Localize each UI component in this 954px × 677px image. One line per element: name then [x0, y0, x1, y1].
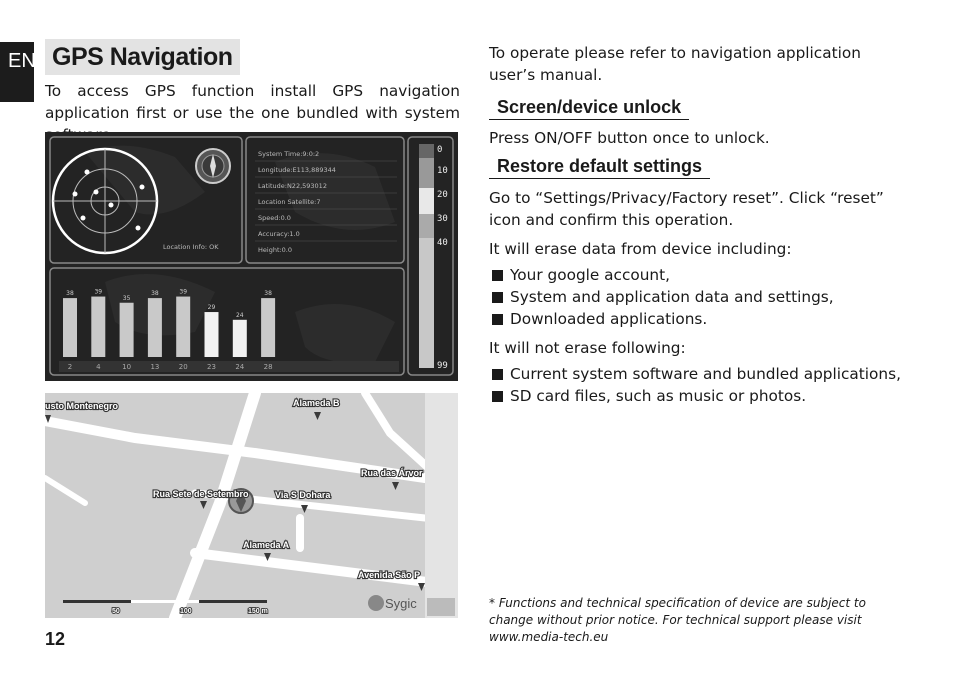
satellite-signal-value: 35 [122, 294, 131, 302]
keep-item: SD card files, such as music or photos. [489, 385, 909, 407]
scale-label: 0 [437, 145, 443, 155]
satellite-signal-bar [148, 298, 162, 357]
bullet-square-icon [492, 391, 503, 402]
bullet-square-icon [492, 369, 503, 380]
language-label: EN [8, 50, 36, 72]
bullet-square-icon [492, 314, 503, 325]
scale-label: 99 [437, 361, 448, 371]
scale-value: 150 m [248, 608, 268, 615]
info-line: Latitude:N22,593012 [258, 182, 327, 190]
info-line: Accuracy:1.0 [258, 230, 300, 238]
street-label: Alameda B [293, 398, 340, 408]
satellite-id-label: 13 [150, 363, 160, 371]
satellite-id-label: 20 [178, 363, 188, 371]
scale-label: 20 [437, 190, 448, 200]
page-number: 12 [45, 629, 66, 649]
satellite-signal-bar [176, 297, 190, 357]
erase-item: System and application data and settings, [489, 286, 909, 308]
satellite-id-label: 28 [263, 363, 273, 371]
unlock-text: Press ON/OFF button once to unlock. [489, 129, 770, 147]
scale-label: 30 [437, 214, 448, 224]
right-column [489, 42, 909, 407]
erase-intro: It will erase data from device including: [489, 240, 792, 258]
keep-intro: It will not erase following: [489, 339, 686, 357]
bullet-square-icon [492, 270, 503, 281]
satellite-signal-value: 38 [151, 290, 159, 298]
page-title: GPS Navigation [45, 39, 240, 75]
satellite-id-label: 2 [67, 363, 73, 371]
sygic-logo-icon [368, 595, 384, 611]
satellite-signal-bar [233, 320, 247, 357]
unlock-heading: Screen/device unlock [489, 96, 689, 120]
gps-status-screenshot [45, 132, 458, 381]
erase-item: Downloaded applications. [489, 308, 909, 330]
footnote: * Functions and technical specification of device are subject to change without prior notice. For technical support please visit www.media-tech.eu [489, 596, 866, 644]
satellite-id-label: 10 [122, 363, 132, 371]
satellite-signal-value: 29 [207, 304, 216, 312]
info-line: Height:0.0 [258, 246, 293, 254]
scale-label: 10 [437, 166, 448, 176]
erase-item: Your google account, [489, 264, 909, 286]
satellite-signal-bar [63, 298, 77, 357]
satellite-signal-bar [120, 303, 134, 357]
bullet-square-icon [492, 292, 503, 303]
scale-value: 50 [112, 608, 120, 615]
street-label: usto Montenegro [45, 401, 118, 411]
restore-text: Go to “Settings/Privacy/Factory reset”. Click “reset” icon and confirm this operation. [489, 189, 884, 229]
street-label: Via S Dohara [275, 490, 331, 500]
intro-paragraph: To access GPS function install GPS navigation application first or use the one bundled with system [45, 82, 460, 122]
info-line: Location Satellite:7 [258, 198, 321, 206]
street-label: Avenida São P [358, 570, 421, 580]
satellite-signal-value: 24 [235, 311, 244, 319]
scale-label: 40 [437, 238, 448, 248]
keep-item: Current system software and bundled applications, [489, 363, 909, 385]
info-line: System Time:9:0:2 [258, 150, 320, 158]
navigation-map-screenshot [45, 393, 458, 618]
satellite-id-label: 23 [207, 363, 216, 371]
restore-heading: Restore default settings [489, 155, 710, 179]
satellite-signal-bar [261, 298, 275, 357]
operate-note: To operate please refer to navigation application user’s manual. [489, 44, 861, 84]
satellite-signal-value: 39 [94, 288, 103, 296]
satellite-signal-value: 39 [179, 288, 188, 296]
scale-value: 100 [180, 608, 192, 615]
language-tab [0, 42, 34, 102]
satellite-id-label: 4 [96, 363, 101, 371]
info-line: Speed:0.0 [258, 214, 291, 222]
satellite-signal-bar [205, 312, 219, 357]
location-info-text: Location Info: OK [163, 243, 219, 251]
street-label: Alameda A [243, 540, 290, 550]
street-label: Rua das Árvor [361, 468, 423, 478]
satellite-signal-bar [91, 297, 105, 357]
sygic-brand: Sygic [385, 596, 417, 611]
satellite-signal-value: 38 [264, 290, 272, 298]
satellite-id-label: 24 [235, 363, 245, 371]
info-line: Longitude:E113,889344 [258, 166, 336, 174]
street-label: Rua Sete de Setembro [153, 489, 249, 499]
satellite-signal-value: 38 [66, 290, 74, 298]
